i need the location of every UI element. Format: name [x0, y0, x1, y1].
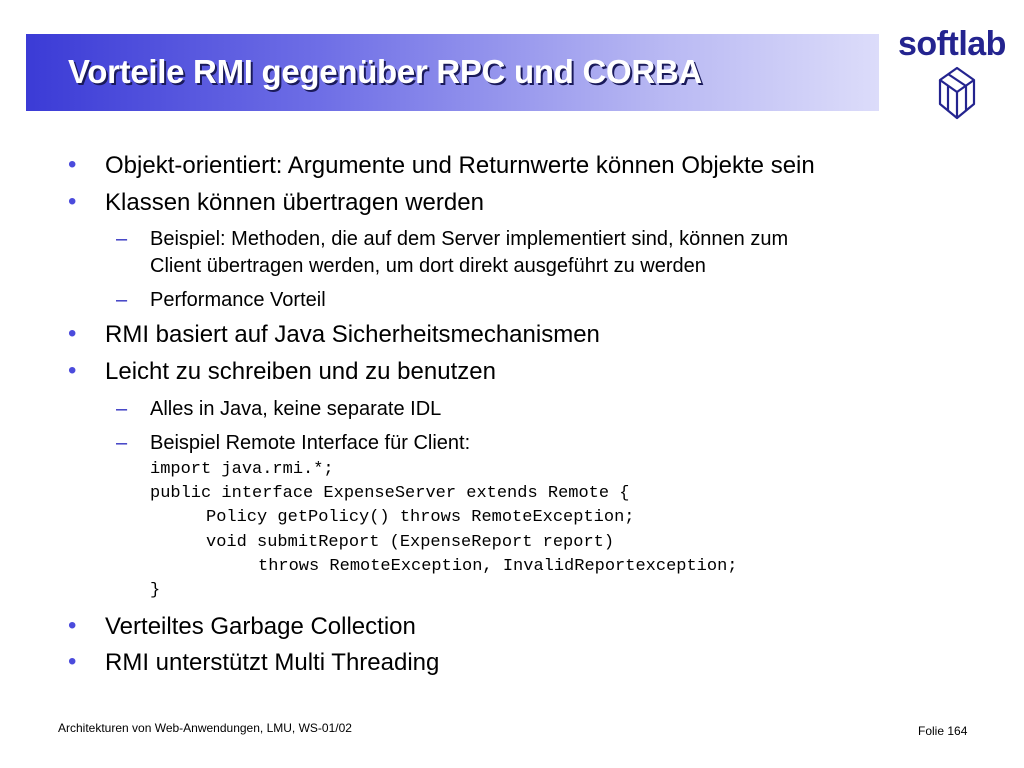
sub-bullet-item-continued: Client übertragen werden, um dort direkt ausgeführt zu werden [150, 255, 706, 277]
code-line: import java.rmi.*; [150, 460, 334, 479]
code-line: public interface ExpenseServer extends Remote { [150, 484, 630, 503]
bullet-item: Objekt-orientiert: Argumente und Returnwerte können Objekte sein [105, 152, 815, 179]
bullet-icon: • [68, 188, 77, 215]
dash-icon: – [116, 398, 128, 420]
bullet-item: RMI basiert auf Java Sicherheitsmechanismen [105, 321, 600, 348]
footer-course: Architekturen von Web-Anwendungen, LMU, WS-01/02 [58, 721, 352, 735]
code-line: } [150, 581, 161, 600]
bullet-icon: • [68, 648, 77, 675]
code-line: Policy getPolicy() throws RemoteException; [206, 508, 635, 527]
sub-bullet-item: Alles in Java, keine separate IDL [150, 398, 442, 420]
bullet-icon: • [68, 320, 77, 347]
slide-title: Vorteile RMI gegenüber RPC und CORBA [68, 53, 702, 90]
bullet-item: Verteiltes Garbage Collection [105, 613, 416, 640]
dash-icon: – [116, 289, 128, 311]
sub-bullet-item: Beispiel: Methoden, die auf dem Server implementiert sind, können zum [150, 228, 789, 250]
bullet-item: Klassen können übertragen werden [105, 189, 484, 216]
code-line: throws RemoteException, InvalidReportexception; [258, 557, 738, 576]
cube-logo-icon [938, 66, 976, 120]
sub-bullet-item: Beispiel Remote Interface für Client: [150, 432, 471, 454]
softlab-logo [898, 24, 1010, 124]
dash-icon: – [116, 228, 128, 250]
title-bar [26, 34, 879, 111]
bullet-item: Leicht zu schreiben und zu benutzen [105, 358, 496, 385]
bullet-item: RMI unterstützt Multi Threading [105, 649, 440, 676]
logo-text: softlab [898, 25, 1006, 63]
bullet-icon: • [68, 612, 77, 639]
code-line: void submitReport (ExpenseReport report) [206, 533, 615, 552]
footer-slide-number: Folie 164 [918, 724, 968, 738]
sub-bullet-item: Performance Vorteil [150, 289, 326, 311]
bullet-icon: • [68, 357, 77, 384]
dash-icon: – [116, 432, 128, 454]
bullet-icon: • [68, 151, 77, 178]
